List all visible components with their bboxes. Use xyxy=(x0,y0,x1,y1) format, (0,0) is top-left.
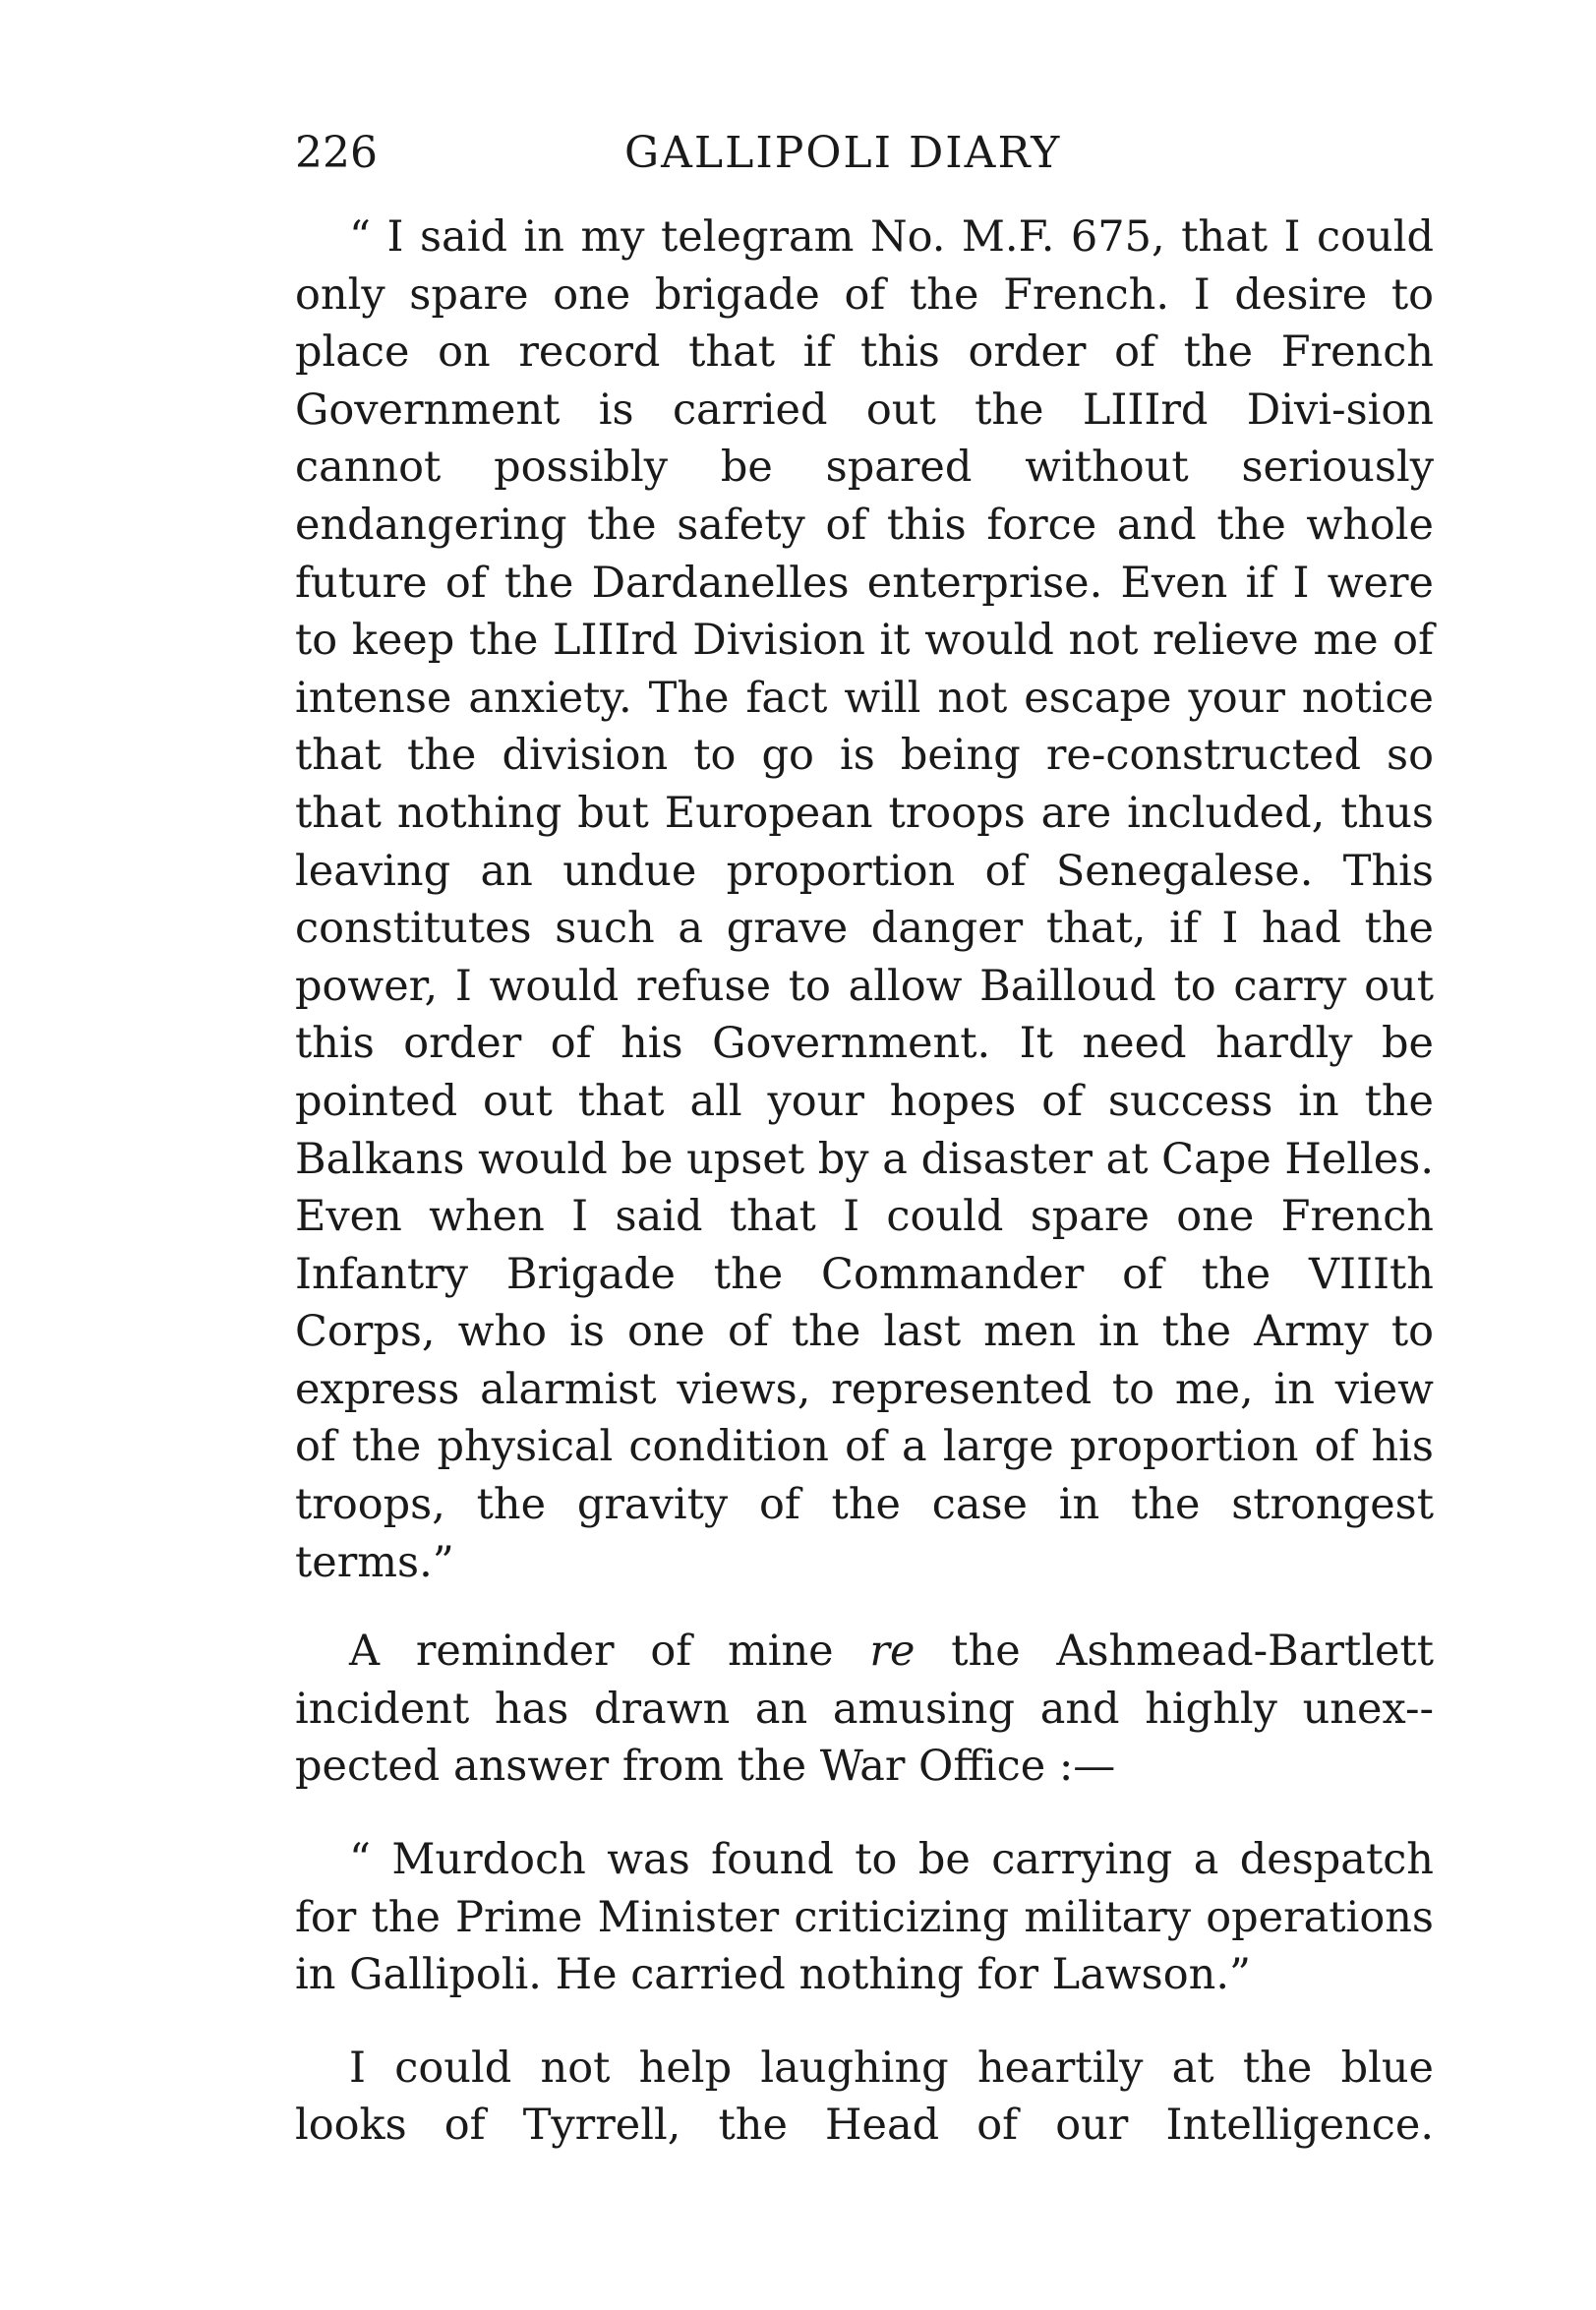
page-number: 226 xyxy=(295,128,378,178)
reminder-text-end: the Ashmead-Bartlett incident has drawn an amusing and highly unex-pected answer from the War Office :— xyxy=(295,1627,1434,1792)
reminder-text-start: A reminder of mine xyxy=(349,1627,870,1677)
war-office-answer-paragraph: “ Murdoch was found to be carrying a despatch for the Prime Minister criticizing military operations in Gallipoli. He carried nothing for Lawson.” xyxy=(295,1835,1434,2000)
quoted-telegram-paragraph: “ I said in my telegram No. M.F. 675, that I could only spare one brigade of the French. I desire to place on record that if this order of the French Government is carried out the LIIIrd Divi-sion cannot possibly be spared without seriously endangering the safety of this force and the whole future of the Dardanelles enterprise. Even if I were to keep the LIIIrd Division it would not relieve me of intense anxiety. The fact will not escape your notice that the division to go is being re-constructed so that nothing but European troops are included, thus leaving an undue proportion of Senegalese. This constitutes such a grave danger that, if I had the power, I would refuse to allow Bailloud to carry out this order of his Government. It need hardly be pointed out that all your hopes of success in the Balkans would be upset by a disaster at Cape Helles. Even when I said that I could spare one French Infantry Brigade the Commander of the VIIIth Corps, who is one of the last men in the Army to express alarmist views, represented to me, in view of the physical condition of a large proportion of his troops, the gravity of the case in the strongest terms.” xyxy=(295,212,1434,1587)
reminder-paragraph xyxy=(295,1623,1434,1796)
closing-paragraph: I could not help laughing heartily at the blue looks of Tyrrell, the Head of our Intelligence. xyxy=(295,2043,1434,2151)
reminder-italic-word: re xyxy=(869,1627,916,1677)
body-text xyxy=(295,208,1434,2155)
page-header xyxy=(295,124,1436,183)
running-title: GALLIPOLI DIARY xyxy=(624,128,1062,178)
